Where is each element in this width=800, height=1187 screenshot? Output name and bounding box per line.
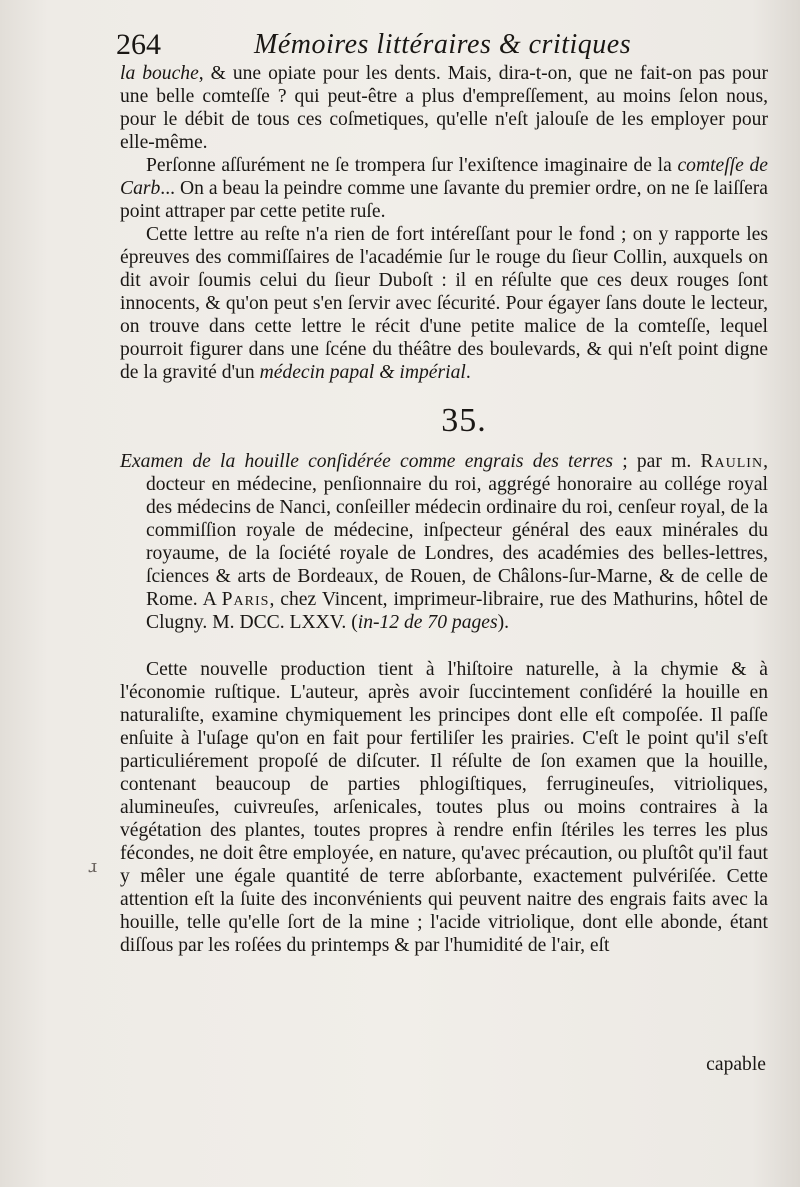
- paragraph-text: .: [465, 362, 471, 383]
- citation-author: Raulin: [700, 451, 764, 472]
- paragraph-text: Cette lettre au reſte n'a rien de fort intéreſſant pour le fond ; on y rapporte les épreuves des commiſſaires de l'académie ſur le rouge du ſieur Collin, auxquels on dit avoir ſoumis celui du ſieur Duboſt : il en réſulte que ces deux rouges ſont innocents, & qu'on peut s'en ſervir avec ſécurité. Pour égayer ſans doute le lecteur, on trouve dans cette lettre le récit d'une petite malice de la comteſſe, lequel pourroit figurer dans une ſcéne du théâtre des boulevards, & qui n'eſt point digne de la gravité d'un: [120, 224, 768, 383]
- citation-text: , chez Vincent, imprimeur-libraire, rue des Mathurins, hôtel de Clugny. M. DCC. LXXV. (: [146, 589, 768, 633]
- catchword: capable: [706, 1054, 766, 1075]
- paragraph-text: Perſonne aſſurément ne ſe trompera ſur l'exiſtence imaginaire de la: [146, 155, 678, 176]
- citation-place: Paris: [221, 589, 270, 610]
- paragraph-text: ... On a beau la peindre comme une ſavante du premier ordre, on ne ſe laiſſera point attraper par cette petite ruſe.: [120, 178, 768, 222]
- paragraph-lettre: [120, 223, 768, 384]
- italic-phrase: médecin papal & impérial: [259, 362, 466, 383]
- article-number: 35.: [441, 402, 487, 439]
- paragraph-continuation: [120, 62, 768, 154]
- book-citation: [120, 450, 768, 634]
- italic-phrase: la bouche: [120, 63, 199, 84]
- citation-text: ).: [497, 612, 510, 633]
- citation-title: Examen de la houille conſidérée comme engrais des terres: [120, 451, 614, 472]
- paragraph-review: Cette nouvelle production tient à l'hiſtoire naturelle, à la chymie & à l'économie ruſtique. L'auteur, après avoir ſuccintement conſidéré la houille en naturaliſte, examine chymiquement les principes dont elle eſt compoſée. Il paſſe enſuite à l'uſage qu'on en fait pour fertiliſer les prairies. C'eſt le point qu'il s'eſt particuliérement propoſé de diſcuter. Il réſulte de ſon examen que la houille, contenant beaucoup de parties phlogiſtiques, ferrugineuſes, vitrioliques, alumineuſes, cuivreuſes, arſenicales, toutes plus ou moins contraires à la végétation des plantes, toutes propres à rendre enfin ſtériles les terres les plus fécondes, ne doit être employée, en nature, qu'avec précaution, ou pluſtôt qu'il faut y mêler une égale quantité de terre abſorbante, exactement pulvériſée. Cette attention eſt la ſuite des inconvénients qui peuvent naitre des engrais faits avec la houille, telle qu'elle ſort de la mine ; l'acide vitriolique, dont elle abonde, étant diſſous par les roſées du printemps & par l'humidité de l'air, eſt: [120, 659, 768, 956]
- running-title: Mémoires littéraires & critiques: [254, 29, 632, 60]
- page-body: [120, 62, 768, 957]
- paragraph-text: , & une opiate pour les dents. Mais, dira-t-on, que ne fait-on pas pour une belle comteſſe ? qui peut-être a plus d'empreſſement, au moins ſelon nous, pour le débit de tous ces coſmetiques, qu'elle n'eſt jalouſe de les employer pour elle-même.: [120, 63, 768, 153]
- italic-phrase: comteſſe de Carb: [120, 155, 768, 199]
- citation-text: , docteur en médecine, penſionnaire du roi, aggrégé honoraire au collége royal des médecins de Nanci, conſeiller médecin ordinaire du roi, cenſeur royal, de la commiſſion royale de médecine, inſpecteur général des eaux minérales du royaume, de la ſociété royale de Londres, des académies des belles-lettres, ſciences & arts de Bordeaux, de Rouen, de Châlons-ſur-Marne, & de celle de Rome. A: [146, 451, 768, 610]
- paragraph-comtesse: [120, 154, 768, 223]
- margin-mark: ɹ: [88, 856, 98, 877]
- citation-format: in-12 de 70 pages: [357, 612, 498, 633]
- page-number: 264: [116, 28, 161, 61]
- citation-text: ; par m.: [613, 451, 701, 472]
- spacer: [120, 634, 768, 658]
